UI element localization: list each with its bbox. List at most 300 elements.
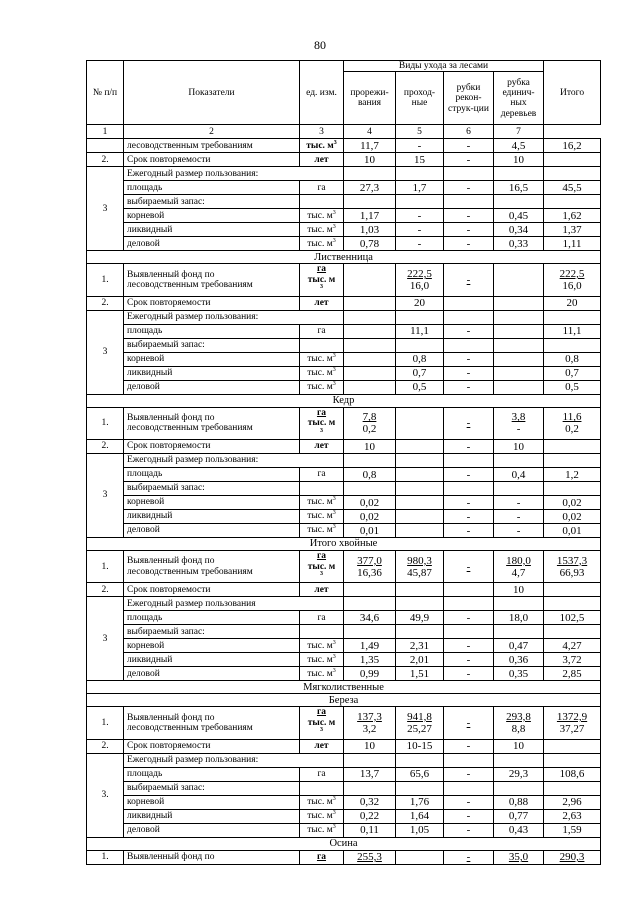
area-row [87,767,601,781]
value-text: 0,45 [508,209,529,222]
value-cell [344,181,396,195]
empty-cell [87,139,124,153]
value-cell [444,767,494,781]
value-cell [344,296,396,310]
value-cell [444,583,494,597]
value-cell [396,496,444,510]
empty-cell [396,167,444,181]
indicator-label: ликвидный [124,366,300,380]
value-cell [494,139,544,153]
fund-area-value: - [466,851,471,864]
value-cell [444,795,494,809]
indicator-label: Срок повторяемости [124,583,300,597]
value-text: 0,43 [508,824,529,837]
value-cell [396,440,444,454]
empty-cell [396,482,444,496]
fund-value-cell [494,264,544,296]
header-row [87,61,601,72]
value-cell [494,352,544,366]
value-text: 16,5 [508,181,529,194]
unit-cell: га [300,767,344,781]
index-cell: 5 [396,125,444,139]
empty-cell [444,597,494,611]
value-text: - [417,209,422,222]
value-text: 4,5 [511,139,526,152]
annual-heading-row [87,597,601,611]
value-cell [396,139,444,153]
page-number: 80 [314,38,326,52]
value-cell [344,366,396,380]
value-text: - [466,468,471,481]
value-text: 0,5 [412,381,427,394]
liquid-row [87,653,601,667]
row-number-text: 1. [101,561,109,572]
value-cell [444,667,494,681]
indicator-label: деловой [124,823,300,837]
value-cell [494,653,544,667]
unit-superscript: 3 [332,209,336,216]
empty-cell [344,482,396,496]
value-text: 0,7 [565,367,579,380]
value-cell [494,181,544,195]
unit-cell [300,510,344,524]
value-cell [544,380,601,394]
value-cell [544,209,601,223]
value-text: 34,6 [359,611,380,624]
unit-superscript: 3 [320,570,323,577]
unit-cell [300,223,344,237]
unit-cell [300,496,344,510]
empty-cell [544,781,601,795]
value-cell [544,739,601,753]
col-num-header: № п/п [87,61,124,125]
value-cell [544,296,601,310]
value-cell [444,209,494,223]
value-cell [494,583,544,597]
fund-area-value: 980,3 [407,554,432,567]
business-row [87,380,601,394]
unit-superscript: 3 [320,727,323,734]
value-text: 0,47 [508,639,529,652]
value-cell [494,809,544,823]
value-text: 1,59 [562,824,582,837]
value-text: 0,88 [508,796,529,809]
value-text: 27,3 [359,181,380,194]
empty-cell [494,597,544,611]
fund-area-value: 255,3 [357,851,382,864]
value-cell [494,767,544,781]
value-cell [494,611,544,625]
indicator-label: выбираемый запас: [124,195,300,209]
value-cell [544,237,601,251]
value-text: 11,1 [562,325,582,338]
value-cell [494,667,544,681]
value-text: 0,01 [562,524,582,537]
unit-superscript: 3 [332,639,336,646]
row-number-text: 1. [101,851,109,862]
value-cell [344,380,396,394]
fund-label-line1: Выявленный фонд по [127,412,215,423]
unit-cell [300,352,344,366]
fund-value-cell [444,407,494,439]
value-cell [344,639,396,653]
unit-cell [300,407,344,439]
unit-label: тыс. м [307,525,333,536]
value-cell [344,767,396,781]
unit-label: тыс. м [307,368,333,379]
value-text: 11,1 [410,325,429,338]
stock-heading-row [87,781,601,795]
fund-volume-value: 0,2 [565,423,579,436]
unit-cell [300,524,344,538]
value-text: 2,96 [562,796,582,809]
row-number-text: 2. [101,584,109,595]
unit-label: тыс. м [307,810,333,821]
indicator-label: площадь [124,767,300,781]
value-text: 1,05 [409,824,430,837]
indicator-label: площадь [124,324,300,338]
value-text: 45,5 [562,181,582,194]
indicator-label: ликвидный [124,653,300,667]
value-cell [344,223,396,237]
value-text: 0,02 [562,510,582,523]
root-row [87,496,601,510]
value-cell [344,524,396,538]
value-cell [444,153,494,167]
index-row [87,125,601,139]
fund-row [87,407,601,439]
value-cell [494,524,544,538]
value-text: - [466,353,471,366]
row-number-text: 2. [101,154,109,165]
value-text: 1,76 [409,796,430,809]
value-cell [494,209,544,223]
section-title: Лиственница [87,251,601,264]
fund-value-cell [396,264,444,296]
value-text: 10-15 [406,740,433,753]
row-number-text: 3. [101,789,109,800]
value-cell [396,667,444,681]
unit-cell [300,653,344,667]
col-reconstruction-header: рубки рекон-струк-ции [444,72,494,125]
empty-cell [344,781,396,795]
value-text: 2,31 [409,639,430,652]
value-text: 0,35 [508,667,529,680]
unit-label: тыс. м [307,824,333,835]
value-text: - [466,440,471,453]
value-cell [344,153,396,167]
value-cell [494,795,544,809]
section-birch [87,694,601,707]
indicator-label: Срок повторяемости [124,440,300,454]
value-cell [444,524,494,538]
value-cell [396,611,444,625]
empty-cell [300,338,344,352]
unit-cell [300,795,344,809]
value-text: - [466,510,471,523]
value-cell [396,352,444,366]
indicator-label: Ежегодный размер пользования [124,597,344,611]
fund-label-line1: Выявленный фонд по [127,269,215,280]
value-cell [544,440,601,454]
indicator-label: корневой [124,496,300,510]
unit-superscript: 3 [320,427,323,434]
value-text: 2,85 [562,667,582,680]
value-text: 0,02 [359,510,380,523]
indicator-label: Ежегодный размер пользования: [124,753,344,767]
value-cell [494,468,544,482]
liquid-row [87,809,601,823]
value-text: 0,32 [359,796,380,809]
value-cell [396,468,444,482]
fund-row [87,264,601,296]
unit-cell [300,707,344,739]
value-text: 1,03 [359,223,380,236]
value-cell [396,767,444,781]
value-cell [396,639,444,653]
value-text: 0,8 [362,468,377,481]
value-text: 0,77 [508,810,529,823]
stock-heading-row [87,625,601,639]
unit-label: тыс. м [307,224,333,235]
value-text: 0,33 [508,237,529,250]
empty-cell [494,454,544,468]
fund-volume-value: 16,0 [409,280,430,293]
empty-cell [444,310,494,324]
fund-area-value: 222,5 [559,268,585,280]
empty-cell [344,625,396,639]
fund-value-cell [396,707,444,739]
unit-superscript: 3 [332,366,336,373]
value-text: 0,02 [562,496,582,509]
value-cell [544,823,601,837]
empty-cell [444,167,494,181]
value-cell [344,139,396,153]
empty-cell [544,310,601,324]
fund-row [87,551,601,583]
value-text: 20 [414,297,425,310]
value-cell [344,440,396,454]
value-text: - [516,510,521,523]
value-cell [344,809,396,823]
root-row [87,795,601,809]
value-cell [444,739,494,753]
unit-label: тыс. м [307,717,336,728]
row-number-text: 3 [102,347,108,358]
unit-cell [300,366,344,380]
row-number [87,551,124,583]
unit-label: тыс. м [307,382,333,393]
fund-area-value: 941,8 [407,710,432,723]
indicator-label [124,264,300,296]
empty-cell [544,482,601,496]
annual-heading-row [87,167,601,181]
value-cell [544,153,601,167]
value-text: - [466,153,471,166]
value-text: - [466,496,471,509]
value-cell [344,209,396,223]
row-number [87,310,124,394]
indicator-label: Ежегодный размер пользования: [124,167,344,181]
fund-value-cell [396,850,444,864]
unit-superscript: 3 [332,667,336,674]
value-text: 0,99 [359,667,380,680]
value-cell [396,795,444,809]
period-row [87,153,601,167]
col-passing-header: проход-ные [396,72,444,125]
value-text: 18,0 [508,611,529,624]
value-cell [544,223,601,237]
value-text: 102,5 [559,611,585,624]
row-number-text: 2. [101,740,109,751]
value-cell [444,440,494,454]
fund-value-cell [396,407,444,439]
value-cell [444,324,494,338]
business-row [87,667,601,681]
empty-cell [494,310,544,324]
empty-cell [494,482,544,496]
unit-superscript: 3 [320,284,323,291]
continuation-row [87,139,601,153]
col-unit-header: ед. изм. [300,61,344,125]
fund-value-cell [544,707,601,739]
indicator-label: выбираемый запас: [124,482,300,496]
col-total-header: Итого [544,61,601,125]
row-number-text: 2. [101,298,109,309]
value-cell [444,823,494,837]
value-text: 1,11 [562,237,582,250]
unit-cell: лет [300,153,344,167]
unit-cell: га [300,611,344,625]
value-text: - [417,139,422,152]
empty-cell [344,454,396,468]
section-title: Береза [87,694,601,707]
value-text: 10 [364,740,375,753]
value-cell [544,653,601,667]
root-row [87,639,601,653]
value-text: 1,7 [412,181,427,194]
value-cell [544,767,601,781]
value-cell [344,611,396,625]
value-cell [396,809,444,823]
indicator-label: Ежегодный размер пользования: [124,454,344,468]
value-text: - [466,181,471,194]
empty-cell [544,454,601,468]
fund-label-line2: лесоводственным требованиям [127,566,253,577]
empty-cell [444,625,494,639]
fund-value-cell [544,850,601,864]
value-text: 0,36 [508,653,529,666]
unit-label: тыс. м [307,640,333,651]
row-number [87,264,124,296]
fund-label-line2: лесоводственным требованиям [127,723,253,734]
stock-heading-row [87,195,601,209]
empty-cell [544,625,601,639]
value-cell [544,795,601,809]
section-title: Итого хвойные [87,538,601,551]
forest-care-table [86,60,601,865]
row-number [87,407,124,439]
fund-volume-value: 3,2 [362,723,377,736]
fund-area-value: 290,3 [559,851,585,864]
liquid-row [87,510,601,524]
value-cell [344,352,396,366]
fund-value-cell [396,551,444,583]
fund-area-value: - [466,417,471,430]
value-cell [396,524,444,538]
value-cell [344,510,396,524]
value-text: 0,11 [360,824,379,837]
indicator-label: Ежегодный размер пользования: [124,310,344,324]
indicator-label: корневой [124,795,300,809]
value-text: - [466,796,471,809]
indicator-label: площадь [124,468,300,482]
col-thinning-header: прорежи-вания [344,72,396,125]
value-cell [344,795,396,809]
fund-label-line1: Выявленный фонд по [127,712,215,723]
unit-label: тыс. м [307,668,333,679]
value-text: 15 [414,153,425,166]
unit-superscript: 3 [332,237,336,244]
indicator-label: корневой [124,352,300,366]
fund-volume-value: 4,7 [511,566,526,579]
value-cell [344,237,396,251]
fund-label-line2: лесоводственным требованиям [127,423,253,434]
stock-heading-row [87,338,601,352]
unit-ha: га [316,264,327,275]
value-cell [544,667,601,681]
empty-cell [396,454,444,468]
fund-volume-value: 16,0 [562,280,582,293]
unit-label: тыс. м [307,418,336,429]
unit-label: тыс. м [307,210,333,221]
empty-cell [344,753,396,767]
fund-value-cell [344,407,396,439]
root-row [87,209,601,223]
index-cell: 2 [124,125,300,139]
indicator-label: выбираемый запас: [124,338,300,352]
fund-label-line2: лесоводственным требованиям [127,280,253,291]
area-row [87,468,601,482]
empty-cell [444,338,494,352]
empty-cell [444,195,494,209]
fund-area-value: 11,6 [562,411,582,424]
value-text: 1,62 [562,209,582,222]
value-cell [444,223,494,237]
section-title: Мягколиственные [87,681,601,694]
value-cell [544,611,601,625]
indicator-label [124,407,300,439]
section-title: Кедр [87,394,601,407]
row-number [87,707,124,739]
fund-value-cell [544,551,601,583]
value-cell [544,139,601,153]
indicator-label: деловой [124,380,300,394]
unit-cell: лет [300,739,344,753]
value-cell [444,237,494,251]
value-cell [444,352,494,366]
unit-cell [300,380,344,394]
fund-volume-value: 37,27 [559,723,585,736]
annual-heading-row [87,310,601,324]
value-text: 0,7 [412,367,427,380]
value-text: 1,35 [359,653,380,666]
value-text: 1,49 [359,639,380,652]
indicator-label: Срок повторяемости [124,739,300,753]
value-text: 1,64 [409,810,430,823]
value-cell [344,496,396,510]
empty-cell [494,753,544,767]
